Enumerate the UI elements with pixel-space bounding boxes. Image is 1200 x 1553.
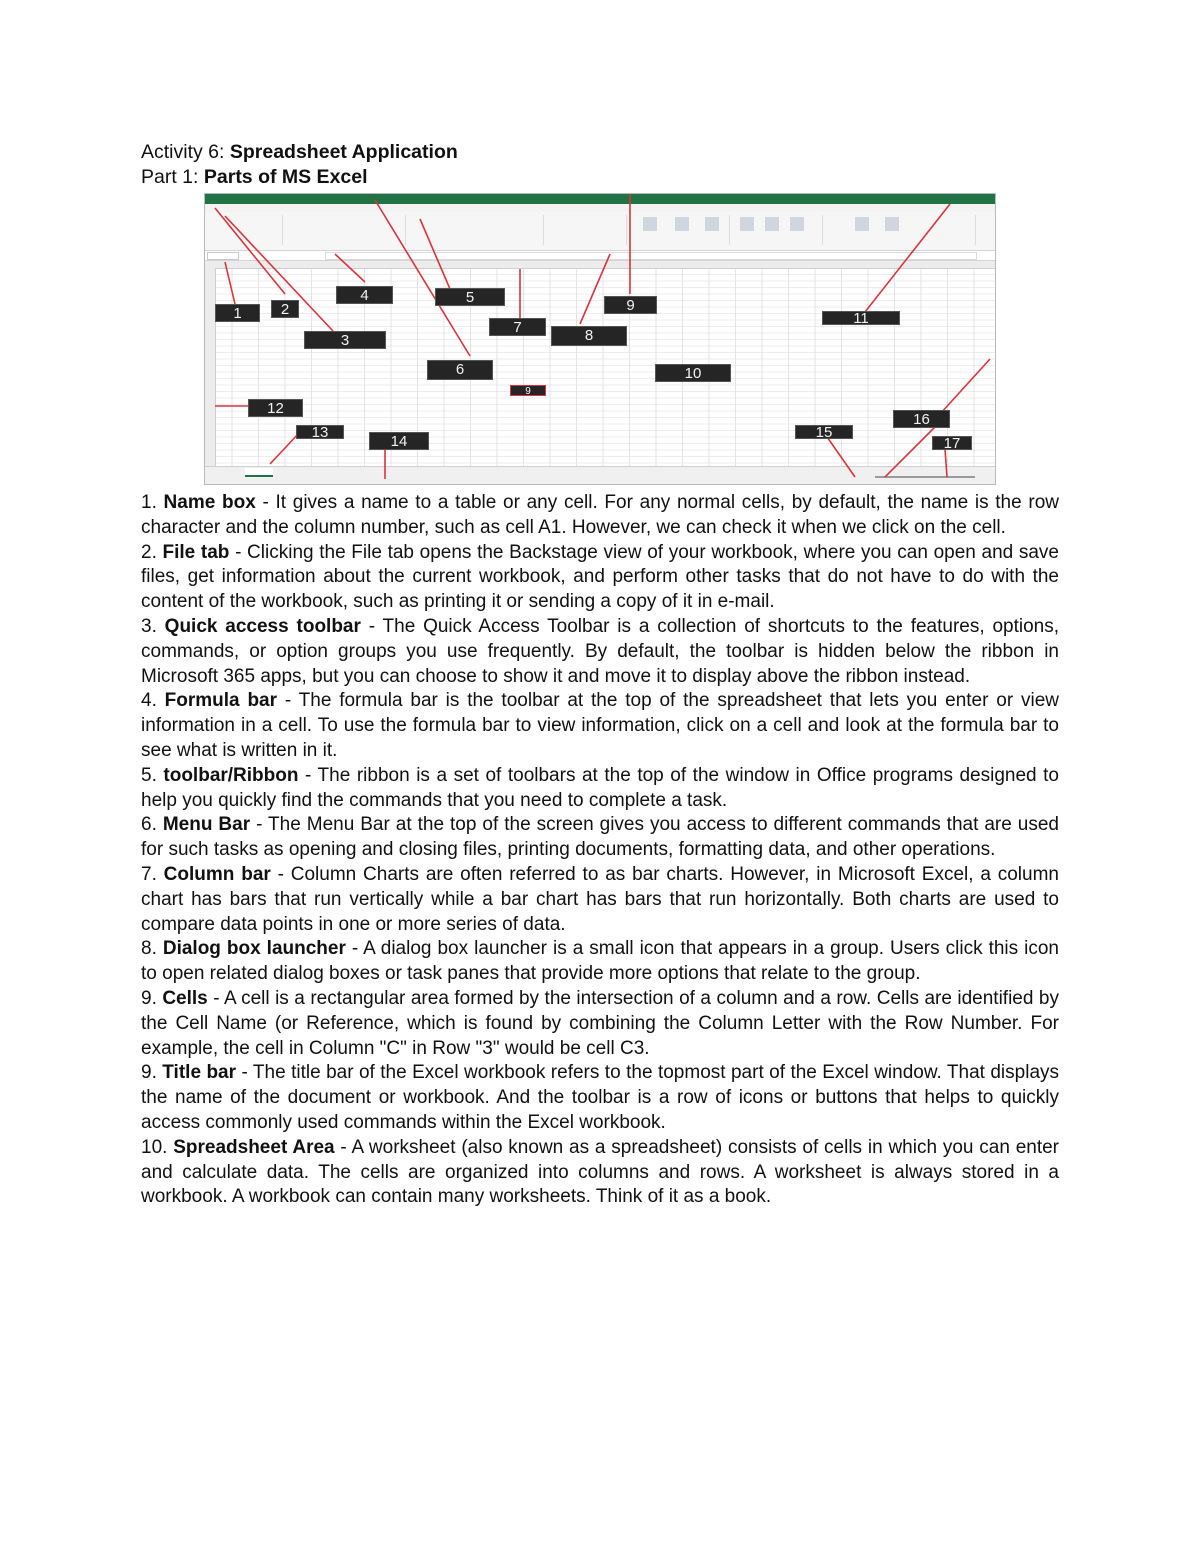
callout-label-14: 14 — [369, 432, 429, 450]
callout-label-8: 8 — [551, 326, 627, 346]
list-item: 8. Dialog box launcher - A dialog box launcher is a small icon that appears in a group. Users click this icon to open related dialog boxes or task panes that provide more options that relate to the group. — [141, 938, 1059, 985]
list-item: 3. Quick access toolbar - The Quick Access Toolbar is a collection of shortcuts to the features, options, commands, or option groups you use frequently. By default, the toolbar is hidden below the ribbon in Microsoft 365 apps, but you can choose to show it and move it to display above the ribbon instead. — [141, 615, 1059, 687]
callout-label-12: 12 — [248, 399, 303, 417]
callout-label-7: 7 — [489, 318, 546, 336]
callout-label-3: 3 — [304, 331, 386, 349]
excel-ribbon — [205, 212, 995, 251]
callout-label-5: 5 — [435, 288, 505, 306]
list-item: 4. Formula bar - The formula bar is the toolbar at the top of the spreadsheet that lets you enter or view information in a cell. To use the formula bar to view information, click on a cell and look at the formula bar to see what is written in it. — [141, 690, 1059, 761]
part-heading: Part 1: Parts of MS Excel — [141, 166, 368, 188]
callout-label-10: 10 — [655, 364, 731, 382]
list-item: 7. Column bar - Column Charts are often referred to as bar charts. However, in Microsoft Excel, a column chart has bars that run vertically while a bar chart has bars that run horizontally. Both charts are used to compare data points in one or more series of data. — [141, 863, 1059, 935]
excel-title-bar — [205, 194, 995, 204]
list-item: 2. File tab - Clicking the File tab opens the Backstage view of your workbook, where you can open and save files, get information about the current workbook, and perform other tasks that do not have to do with the content of the workbook, such as printing it or sending a copy of it in e-mail. — [141, 541, 1060, 613]
list-item: 1. Name box - It gives a name to a table or any cell. For any normal cells, by default, the name is the row character and the column number, such as cell A1. However, we can check it when we click on the cell. — [141, 492, 1059, 538]
list-item: 10. Spreadsheet Area - A worksheet (also known as a spreadsheet) consists of cells in which you can enter and calculate data. The cells are organized into columns and rows. A worksheet is always stored in a workbook. A workbook can contain many worksheets. Think of it as a book. — [141, 1136, 1059, 1208]
excel-formula-input — [325, 252, 977, 260]
excel-row-headers — [205, 268, 216, 466]
excel-name-box — [207, 252, 239, 260]
callout-label-4: 4 — [336, 286, 393, 304]
quick-access-icons — [209, 196, 249, 202]
excel-menu-bar — [205, 204, 995, 212]
list-item: 9. Title bar - The title bar of the Excel workbook refers to the topmost part of the Excel window. That displays the name of the document or workbook. And the toolbar is a row of icons or buttons that helps to quickly access commonly used commands within the Excel workbook. — [141, 1062, 1060, 1133]
callout-label-2: 2 — [271, 300, 299, 318]
list-item: 9. Cells - A cell is a rectangular area formed by the intersection of a column and a row. Cells are identified by the Cell Name (or Reference, which is found by combining the Column Letter with the Row Number. For example, the cell in Column "C" in Row "3" would be cell C3. — [141, 987, 1059, 1059]
callout-label-9-cell: 9 — [510, 385, 546, 396]
callout-label-16: 16 — [893, 410, 950, 428]
activity-heading: Activity 6: Spreadsheet Application — [141, 141, 458, 163]
callout-label-13: 13 — [296, 425, 344, 439]
callout-label-6: 6 — [427, 360, 493, 380]
part-title: Parts of MS Excel — [203, 166, 368, 188]
excel-screenshot — [204, 193, 996, 485]
callout-label-1: 1 — [215, 304, 260, 322]
list-item: 5. toolbar/Ribbon - The ribbon is a set of toolbars at the top of the window in Office programs designed to help you quickly find the commands that you need to complete a task. — [141, 764, 1059, 811]
excel-column-headers — [205, 261, 995, 269]
excel-zoom-slider — [875, 476, 975, 478]
callout-label-9: 9 — [604, 296, 657, 314]
document-page — [141, 140, 1059, 1210]
callout-label-17: 17 — [932, 436, 972, 450]
excel-sheet-tab — [245, 468, 273, 477]
callout-label-15: 15 — [795, 425, 853, 439]
parts-list — [141, 491, 1059, 1210]
callout-label-11: 11 — [822, 311, 900, 325]
window-control-icons — [919, 196, 989, 202]
excel-status-bar — [205, 466, 995, 485]
activity-title: Spreadsheet Application — [229, 141, 458, 163]
excel-formula-bar — [205, 251, 995, 261]
list-item: 6. Menu Bar - The Menu Bar at the top of the screen gives you access to different commands that are used for such tasks as opening and closing files, printing documents, formatting data, and other operations. — [141, 814, 1059, 861]
